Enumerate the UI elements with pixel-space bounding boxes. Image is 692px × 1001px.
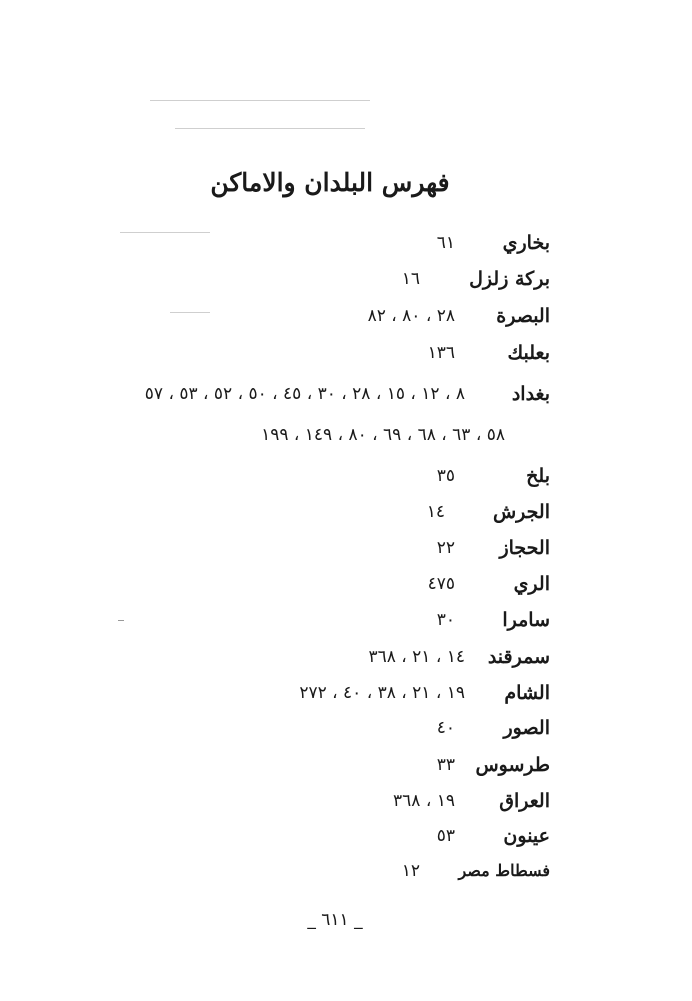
index-entry (270, 266, 550, 292)
page-refs: ٤٧٥ (427, 574, 455, 594)
index-entry (300, 607, 550, 633)
page-refs: ٢٨ ، ٨٠ ، ٨٢ (367, 306, 455, 326)
page-refs: ١٩ ، ٢١ ، ٣٨ ، ٤٠ ، ٢٧٢ (299, 683, 465, 703)
place-name: بعلبك (507, 342, 550, 364)
scan-speck (170, 312, 210, 313)
place-name: الصور (503, 717, 550, 739)
page-refs: ١٢ (401, 861, 420, 881)
page-refs: ٥٣ (436, 826, 455, 846)
index-entry (250, 858, 550, 884)
page-refs: ١٤ ، ٢١ ، ٣٦٨ (368, 647, 465, 667)
page-refs: ٤٠ (436, 718, 455, 738)
place-name: الجرش (492, 501, 550, 523)
index-entry (230, 788, 550, 814)
index-entry (300, 823, 550, 849)
index-entry (210, 303, 550, 329)
index-entry (280, 499, 550, 525)
index-entry (300, 463, 550, 489)
place-name: الحجاز (499, 537, 550, 559)
page-refs: ٨ ، ١٢ ، ١٥ ، ٢٨ ، ٣٠ ، ٤٥ ، ٥٠ ، ٥٢ ، ٥٣ ، ٥٧ (144, 384, 465, 404)
index-entry (72, 381, 550, 407)
place-name: العراق (499, 790, 550, 812)
page-refs: ٦١ (436, 233, 455, 253)
index-entry (130, 680, 550, 706)
page-refs: ٢٢ (436, 538, 455, 558)
place-name: بركة زلزل (469, 268, 550, 290)
place-name: سامرا (502, 609, 550, 631)
page-number: _ ٦١١ _ (307, 910, 363, 930)
page-refs: ١٤ (426, 502, 445, 522)
place-name: البصرة (496, 305, 550, 327)
page-refs: ٣٠ (436, 610, 455, 630)
place-name: الشام (504, 682, 550, 704)
place-name: عينون (503, 825, 550, 847)
place-name: سمرقند (487, 646, 550, 668)
place-name: بلخ (526, 465, 550, 487)
page-refs: ١٩ ، ٣٦٨ (393, 791, 455, 811)
scan-speck (150, 100, 370, 101)
place-name: بخاري (502, 232, 550, 254)
place-name: بغداد (511, 383, 550, 405)
index-entry (300, 340, 550, 366)
index-entry (300, 715, 550, 741)
index-entry (300, 535, 550, 561)
index-entry (220, 644, 550, 670)
page-refs: ١٦ (401, 269, 420, 289)
place-name: فسطاط مصر (458, 861, 550, 880)
index-entry (300, 752, 550, 778)
page-refs: ٣٣ (436, 755, 455, 775)
index-entry (300, 230, 550, 256)
page-refs: ١٣٦ (427, 343, 455, 363)
index-title: فهرس البلدان والاماكن (210, 168, 450, 197)
page-refs: ٣٥ (436, 466, 455, 486)
place-name: طرسوس (475, 754, 550, 776)
scan-speck (175, 128, 365, 129)
scan-speck (120, 232, 210, 233)
scan-speck (118, 620, 124, 621)
index-entry (300, 571, 550, 597)
place-name: الري (513, 573, 550, 595)
page-refs-continuation: ٥٨ ، ٦٣ ، ٦٨ ، ٦٩ ، ٨٠ ، ١٤٩ ، ١٩٩ (261, 425, 505, 445)
